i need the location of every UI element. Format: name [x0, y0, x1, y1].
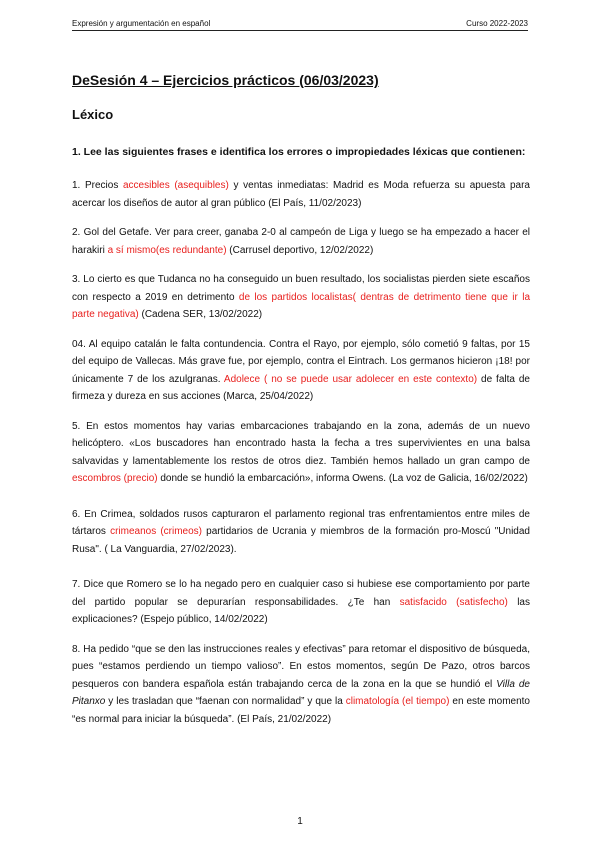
item-text: 5. En estos momentos hay varias embarcaciones trabajando en la zona, además de un nuevo helicóptero. «Los buscadores han encontrado hasta la fecha a tres supervivientes en una balsa salvavidas y lamentablemente los restos de otros diez. También hemos hallado un gran campo de — [72, 420, 530, 467]
document-title: DeSesión 4 – Ejercicios prácticos (06/03/2023) — [72, 72, 379, 88]
item-text: 2. Gol del Getafe. Ver para creer, ganaba 2-0 al campeón de Liga y luego se ha empezado a hacer el harakiri — [72, 227, 530, 256]
page-number: 1 — [297, 816, 303, 827]
item-text: en este momento “es normal para iniciar la búsqueda”. (El País, 21/02/2022) — [72, 696, 530, 725]
section-heading: Léxico — [72, 107, 114, 122]
item-text: (Carrusel deportivo, 12/02/2022) — [226, 244, 374, 256]
item-text: partidarios de Ucrania y miembros de la formación pro-Moscú "Unidad Rusa". ( La Vanguardia, 27/02/2023). — [72, 526, 530, 555]
exercise-item-3 — [72, 271, 530, 324]
exercise-item-8 — [72, 641, 530, 729]
header-course-name: Expresión y argumentación en español — [72, 19, 211, 28]
exercise-item-6 — [72, 506, 530, 559]
correction-note: Adolece ( no se puede usar adolecer en este contexto) — [223, 373, 478, 385]
exercise-instruction: 1. Lee las siguientes frases e identifica los errores o impropiedades léxicas que contienen: — [72, 146, 526, 158]
correction-note: a sí mismo(es redundante) — [107, 244, 227, 256]
exercise-item-1 — [72, 177, 530, 212]
item-text: y les trasladan que “faenan con normalidad” y que la — [105, 696, 346, 707]
item-text: 7. Dice que Romero se lo ha negado pero en cualquier caso si hubiese ese comportamiento por parte del partido popular se depurarían responsabilidades. ¿Te han — [72, 579, 530, 608]
page-header — [72, 12, 528, 28]
correction-note: climatología (el tiempo) — [345, 696, 450, 707]
item-text: de falta de firmeza y dureza en sus acciones (Marca, 25/04/2022) — [72, 373, 530, 402]
header-course-year: Curso 2022-2023 — [466, 19, 528, 28]
item-text: 1. Precios — [72, 180, 123, 191]
header-rule — [72, 30, 528, 31]
exercise-item-5 — [72, 418, 530, 488]
exercise-item-4 — [72, 336, 530, 406]
item-text: las explicaciones? (Espejo público, 14/02/2022) — [72, 596, 530, 625]
item-text: (Cadena SER, 13/02/2022) — [138, 309, 263, 320]
item-text: 8. Ha pedido “que se den las instrucciones reales y efectivas” para retomar el dispositivo de búsqueda, pues “estamos perdiendo un tiempo valioso”. En estos momentos, según De Pazo, otros barcos pesqueros con bandera española están trabajando cerca de la zona en la que se hundió el — [72, 643, 530, 690]
item-text: 6. En Crimea, soldados rusos capturaron el parlamento regional tras enfrentamientos entre miles de tártaros — [72, 508, 530, 537]
correction-note: escombros (precio) — [72, 473, 158, 484]
correction-note: de los partidos localistas( dentras de detrimento tiene que ir la parte negativa) — [72, 291, 531, 320]
exercise-item-2 — [72, 224, 530, 259]
exercise-list — [72, 177, 530, 728]
correction-note: accesibles (asequibles) — [123, 180, 229, 191]
item-text: 3. Lo cierto es que Tudanca no ha conseguido un buen resultado, los socialistas pierden siete escaños con respecto a 2019 en detrimento — [72, 274, 530, 303]
item-text: donde se hundió la embarcación», informa Owens. (La voz de Galicia, 16/02/2022) — [157, 473, 528, 484]
exercise-item-7 — [72, 576, 530, 629]
ship-name: Villa de Pitanxo — [72, 678, 530, 707]
item-text: 04. Al equipo catalán le falta contundencia. Contra el Rayo, por ejemplo, sólo cometió 9 faltas, por 15 del equipo de Vallecas. Más grave fue, por ejemplo, contra el Eintrach. Los germanos hicieron ¡18! por únicamente 7 de los azulgranas. — [72, 338, 530, 385]
correction-note: satisfacido (satisfecho) — [399, 596, 508, 608]
correction-note: crimeanos (crimeos) — [110, 526, 203, 537]
item-text: y ventas inmediatas: Madrid es Moda refuerza su apuesta para acercar los diseños de autor al gran público (El País, 11/02/2023) — [72, 180, 530, 209]
